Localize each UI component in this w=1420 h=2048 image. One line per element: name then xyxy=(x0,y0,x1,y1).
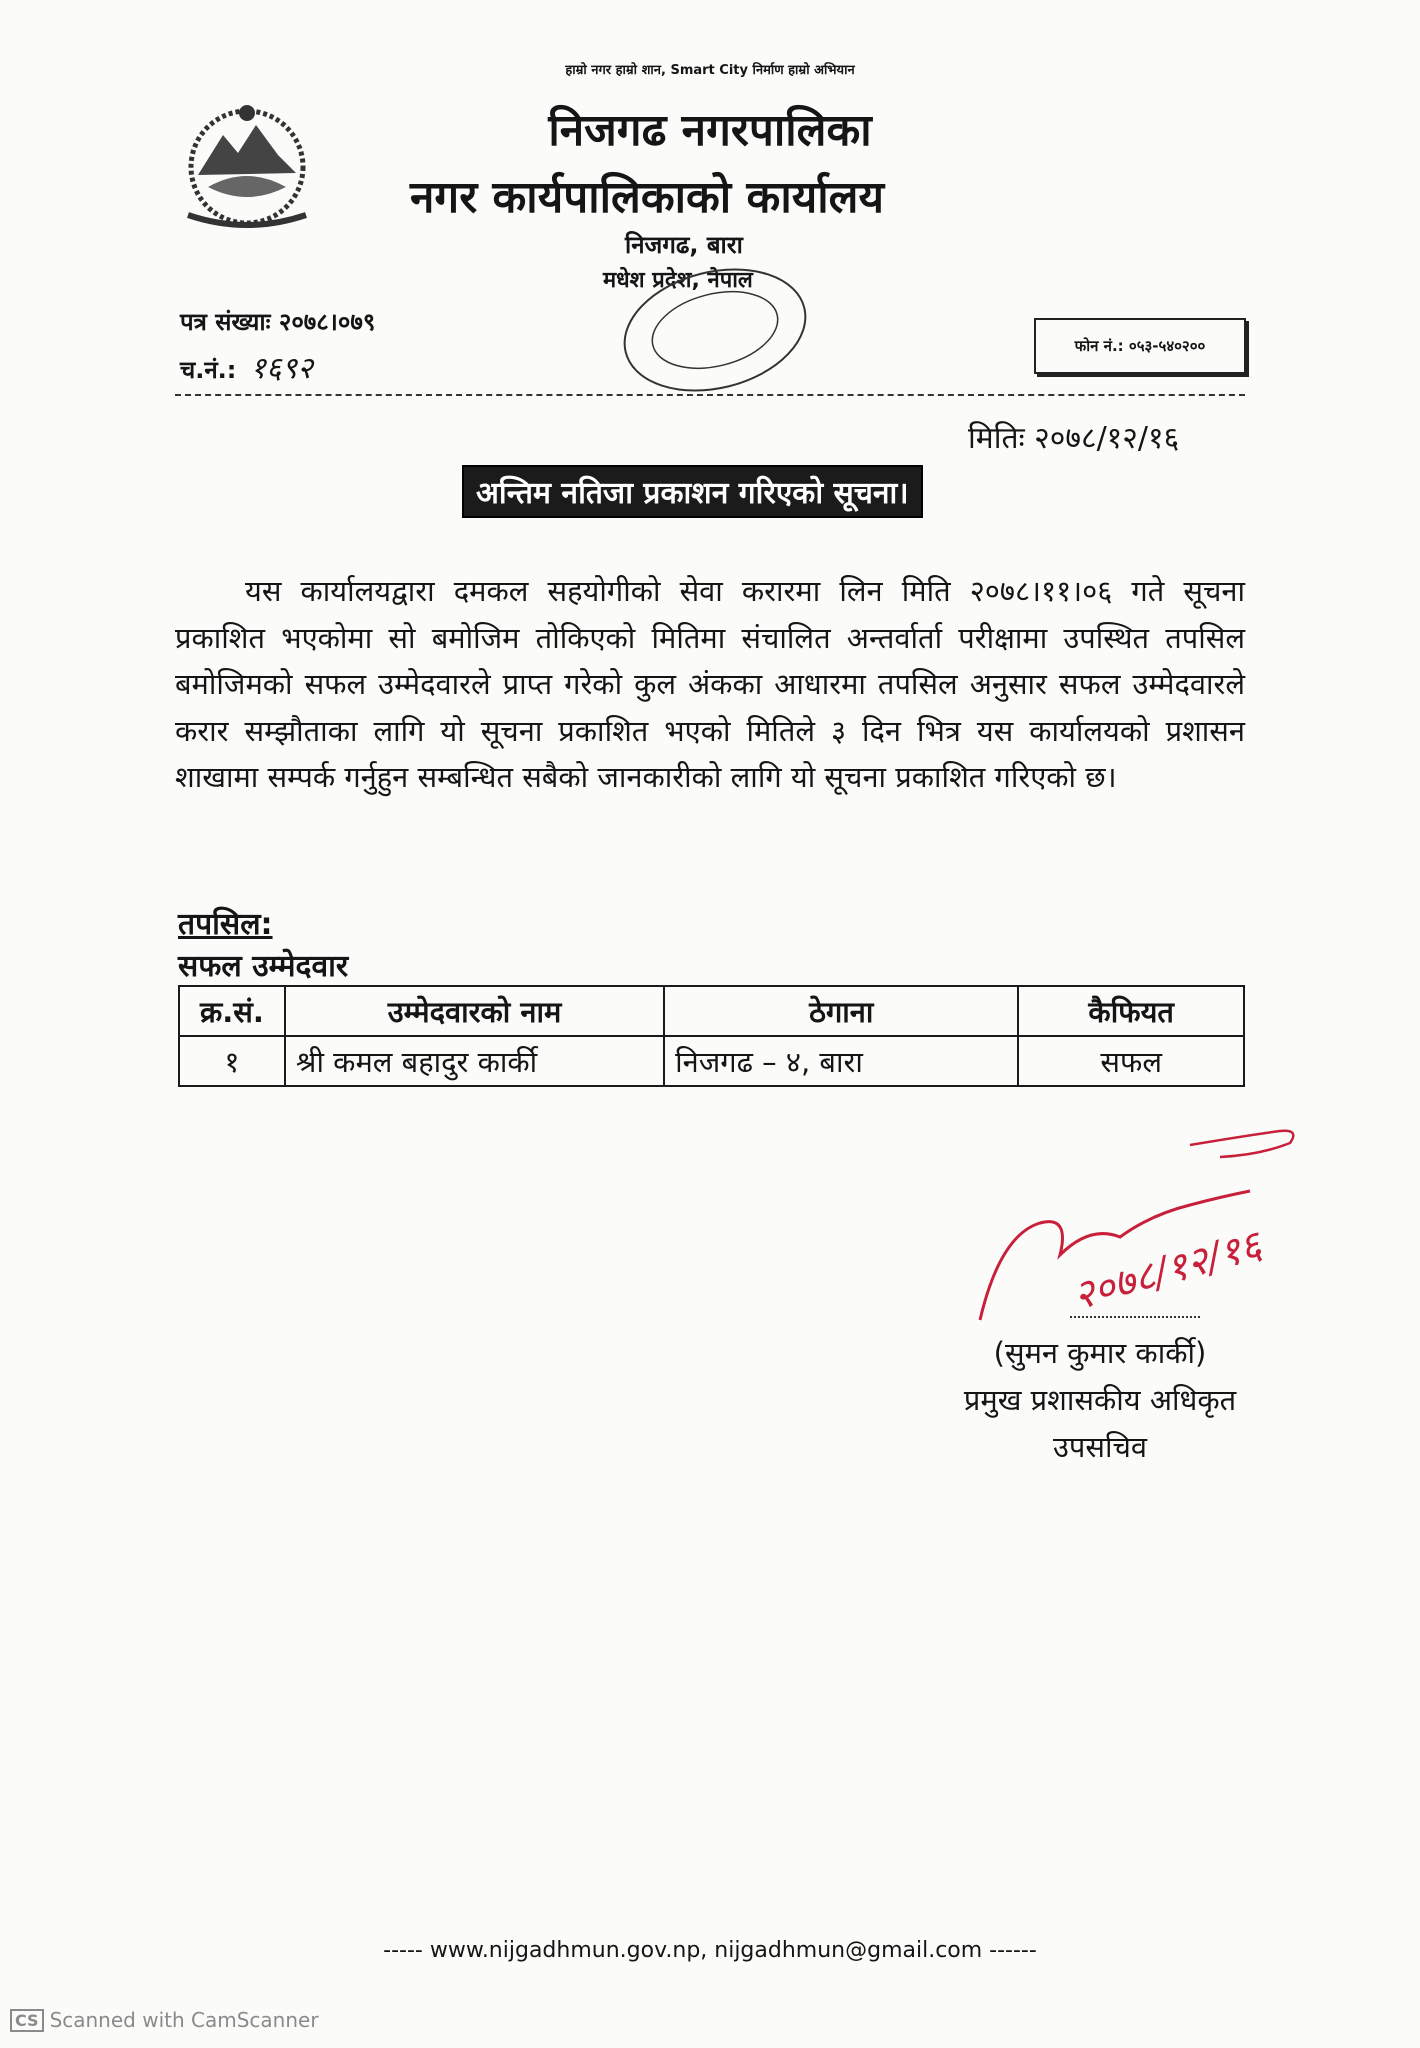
camscanner-icon: CS xyxy=(10,2009,44,2032)
office-name: नगर कार्यपालिकाको कार्यालय xyxy=(410,172,884,223)
letter-date: मितिः २०७८/१२/१६ xyxy=(968,421,1180,456)
header-candidate-name: उम्मेदवारको नाम xyxy=(285,986,664,1036)
office-stamp xyxy=(595,222,835,402)
phone-box xyxy=(1034,318,1246,374)
signer-rank: उपसचिव xyxy=(1052,1430,1148,1464)
cell-serial: १ xyxy=(179,1036,285,1086)
cell-remarks: सफल xyxy=(1018,1036,1244,1086)
results-table xyxy=(178,985,1245,1087)
letter-number: पत्र संख्याः २०७८।०७९ xyxy=(180,308,376,336)
address-line1: निजगढ, बारा xyxy=(625,231,743,259)
cell-address: निजगढ – ४, बारा xyxy=(664,1036,1018,1086)
notice-title: अन्तिम नतिजा प्रकाशन गरिएको सूचना। xyxy=(462,465,923,518)
signature-date: २०७८/१२/१६ xyxy=(1068,1222,1267,1320)
scanner-text: Scanned with CamScanner xyxy=(49,2008,319,2032)
dispatch-number: १६९२ xyxy=(250,351,313,386)
municipality-name: निजगढ नगरपालिका xyxy=(548,105,872,156)
header-address: ठेगाना xyxy=(664,986,1018,1036)
dispatch-label: च.नं.: xyxy=(180,356,237,384)
dispatch-number-row xyxy=(180,346,313,387)
address-line2: मधेश प्रदेश, नेपाल xyxy=(603,268,753,293)
notice-body: यस कार्यालयद्वारा दमकल सहयोगीको सेवा करारमा लिन मिति २०७८।११।०६ गते सूचना प्रकाशित भएकोमा सो बमोजिम तोकिएको मितिमा संचालित अन्तर्वार्ता परीक्षामा उपस्थित तपसिल बमोजिमको सफल उम्मेदवारले प्राप्त गरेको कुल अंकका आधारमा तपसिल अनुसार सफल उम्मेदवारले करार सम्झौताका लागि यो सूचना प्रकाशित भएको मितिले ३ दिन भित्र यस कार्यालयको प्रशासन शाखामा सम्पर्क गर्नुहुन सम्बन्धित सबैको जानकारीको लागि यो सूचना प्रकाशित गरिएको छ। xyxy=(175,574,1245,794)
phone-number: फोन नं.: ०५३-५४०२०० xyxy=(1074,337,1206,355)
scanner-watermark xyxy=(10,2008,319,2032)
footer-contact: ----- www.nijgadhmun.gov.np, nijgadhmun@gmail.com ------ xyxy=(383,1938,1037,1963)
header-remarks: कैफियत xyxy=(1018,986,1244,1036)
tagline: हाम्रो नगर हाम्रो शान, Smart City निर्माण हाम्रो अभियान xyxy=(565,63,855,78)
details-label: तपसिल: xyxy=(178,907,273,942)
handwritten-signature xyxy=(960,1105,1340,1335)
table-row xyxy=(179,1036,1244,1086)
cell-candidate-name: श्री कमल बहादुर कार्की xyxy=(285,1036,664,1086)
signer-name: (सुमन कुमार कार्की) xyxy=(993,1336,1207,1370)
signature-line xyxy=(1070,1316,1200,1318)
round-stamp-icon xyxy=(595,222,835,402)
results-heading: सफल उम्मेदवार xyxy=(178,949,349,984)
header-serial: क्र.सं. xyxy=(179,986,285,1036)
table-header-row xyxy=(179,986,1244,1036)
signer-designation: प्रमुख प्रशासकीय अधिकृत xyxy=(963,1383,1237,1417)
dashed-divider xyxy=(175,394,1245,396)
